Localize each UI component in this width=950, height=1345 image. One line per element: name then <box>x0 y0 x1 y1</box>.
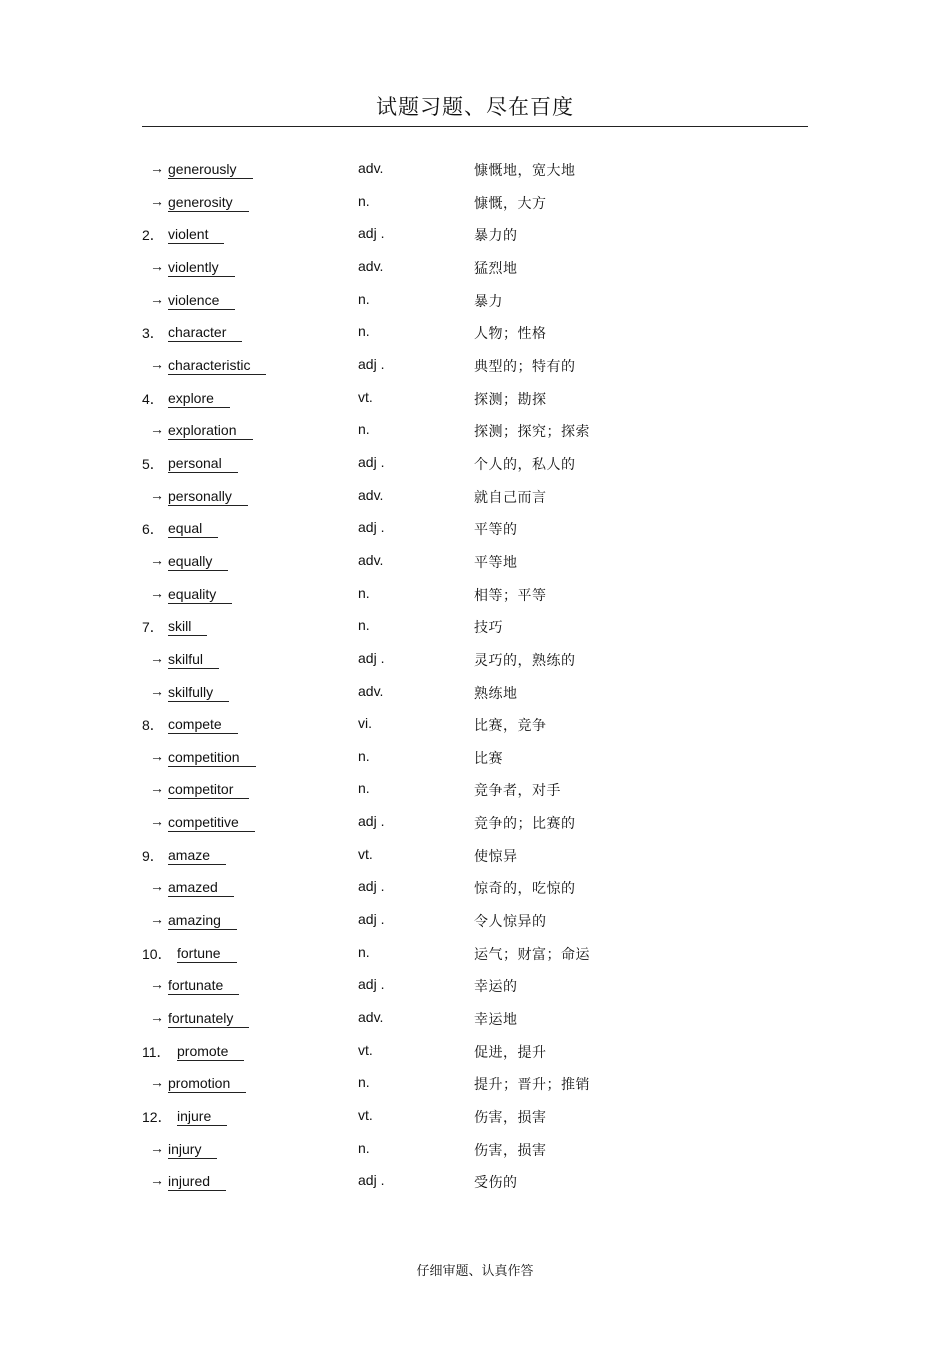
answer-word: skill <box>168 617 207 636</box>
vocab-row <box>0 350 950 383</box>
part-of-speech: adj . <box>358 355 385 372</box>
vocab-row <box>0 840 950 873</box>
chinese-meaning: 竞争者，对手 <box>474 783 561 800</box>
item-number: 12． <box>142 1109 172 1126</box>
part-of-speech: adv. <box>358 160 384 176</box>
item-number: 10． <box>142 945 172 962</box>
part-of-speech: adv. <box>358 257 384 274</box>
item-number: 7． <box>142 619 164 636</box>
answer-word: explore <box>168 389 230 408</box>
part-of-speech: vt. <box>358 1107 373 1124</box>
derivation-arrow: → <box>150 747 164 764</box>
derivation-arrow: → <box>150 1172 164 1189</box>
answer-word: fortunately <box>168 1009 249 1028</box>
chinese-meaning: 伤害，损害 <box>474 1110 547 1127</box>
part-of-speech: adj . <box>358 519 385 536</box>
part-of-speech: adj . <box>358 453 385 470</box>
item-number: 4． <box>142 390 164 407</box>
vocab-row <box>0 154 950 187</box>
answer-word: personally <box>168 487 248 506</box>
chinese-meaning: 令人惊异的 <box>474 914 547 931</box>
part-of-speech: adv. <box>358 1009 384 1026</box>
vocab-row <box>0 1036 950 1069</box>
answer-word: personal <box>168 454 238 473</box>
part-of-speech: adj . <box>358 1172 385 1189</box>
item-number: 9． <box>142 847 164 864</box>
vocab-row <box>0 709 950 742</box>
page-footer: 仔细审题、认真作答 <box>416 1264 534 1279</box>
chinese-meaning: 猛烈地 <box>474 260 518 277</box>
part-of-speech: n. <box>358 617 370 634</box>
vocab-row <box>0 1166 950 1199</box>
chinese-meaning: 使惊异 <box>474 848 518 865</box>
part-of-speech: adv. <box>358 486 384 503</box>
part-of-speech: n. <box>358 780 370 797</box>
item-number: 6． <box>142 521 164 538</box>
derivation-arrow: → <box>150 780 164 797</box>
part-of-speech: n. <box>358 1074 370 1091</box>
answer-word: violent <box>168 225 224 244</box>
chinese-meaning: 运气；财富；命运 <box>474 946 590 963</box>
part-of-speech: n. <box>358 747 370 764</box>
vocab-row <box>0 1101 950 1134</box>
vocab-row <box>0 807 950 840</box>
answer-word: promote <box>177 1042 244 1061</box>
answer-word: characteristic <box>168 356 266 375</box>
part-of-speech: n. <box>358 943 370 960</box>
derivation-arrow: → <box>150 192 164 209</box>
derivation-arrow: → <box>150 160 164 176</box>
part-of-speech: vt. <box>358 1041 373 1058</box>
derivation-arrow: → <box>150 486 164 503</box>
vocabulary-list <box>0 154 950 1199</box>
part-of-speech: n. <box>358 192 370 209</box>
page-header: 试题习题、尽在百度 <box>142 92 808 127</box>
chinese-meaning: 受伤的 <box>474 1175 518 1192</box>
part-of-speech: n. <box>358 323 370 340</box>
answer-word: exploration <box>168 421 253 440</box>
derivation-arrow: → <box>150 290 164 307</box>
chinese-meaning: 慷慨地，宽大地 <box>474 163 576 179</box>
vocab-row <box>0 1068 950 1101</box>
chinese-meaning: 惊奇的，吃惊的 <box>474 881 576 898</box>
part-of-speech: adj . <box>358 649 385 666</box>
vocab-row <box>0 415 950 448</box>
chinese-meaning: 促进，提升 <box>474 1044 547 1061</box>
vocab-row <box>0 317 950 350</box>
part-of-speech: vt. <box>358 845 373 862</box>
chinese-meaning: 就自己而言 <box>474 489 547 506</box>
vocab-row <box>0 448 950 481</box>
answer-word: character <box>168 323 242 342</box>
chinese-meaning: 典型的；特有的 <box>474 358 576 375</box>
chinese-meaning: 探测；勘探 <box>474 391 547 408</box>
answer-word: amazed <box>168 878 234 897</box>
chinese-meaning: 平等地 <box>474 554 518 571</box>
answer-word: generously <box>168 160 253 179</box>
answer-word: violently <box>168 258 235 277</box>
vocab-row <box>0 285 950 318</box>
answer-word: amaze <box>168 846 226 865</box>
chinese-meaning: 比赛，竞争 <box>474 718 547 735</box>
chinese-meaning: 个人的，私人的 <box>474 456 576 473</box>
part-of-speech: adj . <box>358 911 385 928</box>
chinese-meaning: 相等；平等 <box>474 587 547 604</box>
answer-word: equal <box>168 519 218 538</box>
chinese-meaning: 探测；探究；探索 <box>474 424 590 441</box>
part-of-speech: adj . <box>358 813 385 830</box>
part-of-speech: n. <box>358 1139 370 1156</box>
part-of-speech: n. <box>358 421 370 438</box>
vocab-row <box>0 579 950 612</box>
answer-word: amazing <box>168 911 237 930</box>
vocab-row <box>0 252 950 285</box>
answer-word: violence <box>168 291 235 310</box>
part-of-speech: adj . <box>358 976 385 993</box>
chinese-meaning: 熟练地 <box>474 685 518 702</box>
vocab-row <box>0 774 950 807</box>
answer-word: compete <box>168 715 238 734</box>
vocab-row <box>0 481 950 514</box>
vocab-row <box>0 611 950 644</box>
part-of-speech: vt. <box>358 388 373 405</box>
answer-word: generosity <box>168 193 249 212</box>
chinese-meaning: 平等的 <box>474 522 518 539</box>
part-of-speech: adj . <box>358 225 385 242</box>
vocab-row <box>0 742 950 775</box>
answer-word: competitor <box>168 780 249 799</box>
vocab-row <box>0 513 950 546</box>
derivation-arrow: → <box>150 1139 164 1156</box>
chinese-meaning: 幸运地 <box>474 1012 518 1029</box>
vocab-row <box>0 187 950 220</box>
vocab-row <box>0 1134 950 1167</box>
vocab-row <box>0 546 950 579</box>
answer-word: injure <box>177 1107 227 1126</box>
derivation-arrow: → <box>150 1074 164 1091</box>
answer-word: skilfully <box>168 683 229 702</box>
derivation-arrow: → <box>150 1009 164 1026</box>
chinese-meaning: 技巧 <box>474 620 503 637</box>
derivation-arrow: → <box>150 976 164 993</box>
derivation-arrow: → <box>150 878 164 895</box>
chinese-meaning: 人物；性格 <box>474 326 547 343</box>
chinese-meaning: 竞争的；比赛的 <box>474 816 576 833</box>
vocab-row <box>0 872 950 905</box>
chinese-meaning: 伤害，损害 <box>474 1142 547 1159</box>
vocab-row <box>0 1003 950 1036</box>
item-number: 3． <box>142 325 164 342</box>
answer-word: equally <box>168 552 228 571</box>
derivation-arrow: → <box>150 421 164 438</box>
derivation-arrow: → <box>150 813 164 830</box>
part-of-speech: adv. <box>358 682 384 699</box>
derivation-arrow: → <box>150 649 164 666</box>
derivation-arrow: → <box>150 355 164 372</box>
vocab-row <box>0 677 950 710</box>
answer-word: fortune <box>177 944 237 963</box>
answer-word: competitive <box>168 813 255 832</box>
part-of-speech: adj . <box>358 878 385 895</box>
chinese-meaning: 灵巧的，熟练的 <box>474 652 576 669</box>
derivation-arrow: → <box>150 911 164 928</box>
answer-word: injured <box>168 1172 226 1191</box>
chinese-meaning: 暴力的 <box>474 228 518 245</box>
part-of-speech: adv. <box>358 551 384 568</box>
part-of-speech: vi. <box>358 715 372 732</box>
item-number: 11． <box>142 1043 171 1060</box>
answer-word: equality <box>168 585 232 604</box>
derivation-arrow: → <box>150 551 164 568</box>
item-number: 5． <box>142 455 164 472</box>
vocab-row <box>0 644 950 677</box>
chinese-meaning: 提升；晋升；推销 <box>474 1077 590 1094</box>
answer-word: fortunate <box>168 976 239 995</box>
item-number: 2． <box>142 227 164 244</box>
answer-word: skilful <box>168 650 219 669</box>
chinese-meaning: 慷慨，大方 <box>474 195 547 212</box>
chinese-meaning: 暴力 <box>474 293 503 310</box>
derivation-arrow: → <box>150 682 164 699</box>
vocab-row <box>0 938 950 971</box>
vocab-row <box>0 970 950 1003</box>
answer-word: injury <box>168 1140 217 1159</box>
chinese-meaning: 比赛 <box>474 750 503 767</box>
item-number: 8． <box>142 717 164 734</box>
part-of-speech: n. <box>358 584 370 601</box>
chinese-meaning: 幸运的 <box>474 979 518 996</box>
derivation-arrow: → <box>150 257 164 274</box>
answer-word: competition <box>168 748 256 767</box>
vocab-row <box>0 219 950 252</box>
part-of-speech: n. <box>358 290 370 307</box>
answer-word: promotion <box>168 1074 246 1093</box>
derivation-arrow: → <box>150 584 164 601</box>
vocab-row <box>0 905 950 938</box>
vocab-row <box>0 383 950 416</box>
